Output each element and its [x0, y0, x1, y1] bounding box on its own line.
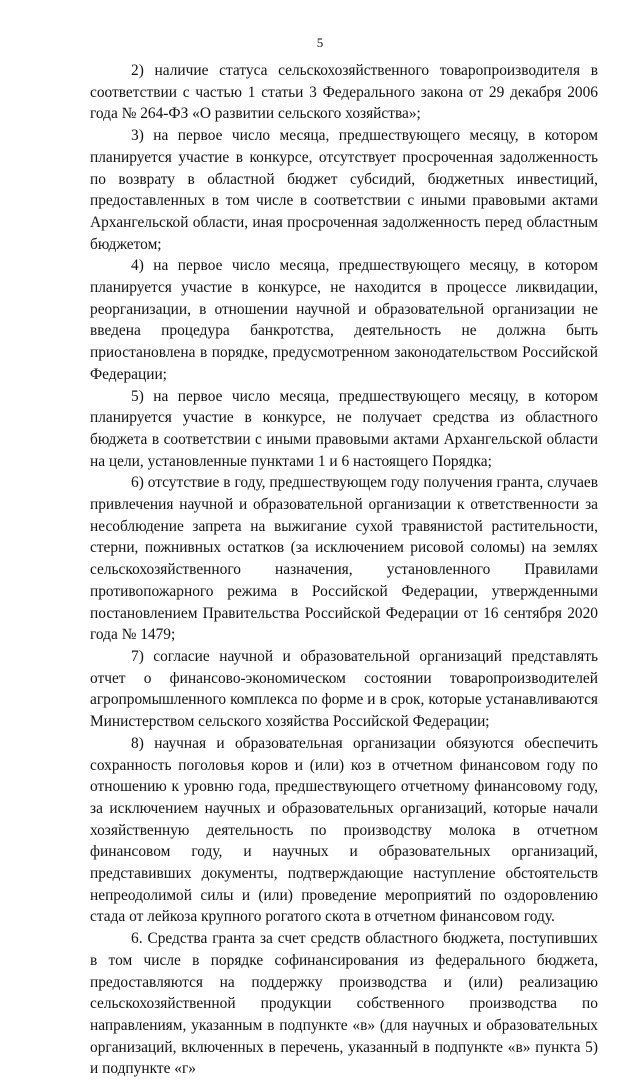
- section-6-paragraph: 6. Средства гранта за счет средств областного бюджета, поступивших в том числе в порядке софинансирования из федерального бюджета, предоставляются на поддержку производства и (или) реализацию сельскохозяйственной продукции собственного производства по направлениям, указанным в подпункте «в» (для научных и образовательных организаций, включенных в перечень, указанный в подпункте «в» пункта 5) и подпункте «г»: [90, 930, 598, 1078]
- list-item-5: 5) на первое число месяца, предшествующего месяцу, в котором планируется участие в конкурсе, не получает средства из областного бюджета в соответствии с иными правовыми актами Архангельской области на цели, установленные пунктами 1 и 6 настоящего Порядка;: [90, 387, 598, 470]
- list-item-2: 2) наличие статуса сельскохозяйственного товаропроизводителя в соответствии с частью 1 статьи 3 Федерального закона от 29 декабря 2006 года № 264-ФЗ «О развитии сельского хозяйства»;: [90, 62, 598, 123]
- list-item-4: 4) на первое число месяца, предшествующего месяцу, в котором планируется участие в конкурсе, не находится в процессе ликвидации, реорганизации, в отношении научной и образовательной организации не введена процедура банкротства, деятельность не должна быть приостановлена в порядке, предусмотренном законодательством Российской Федерации;: [90, 257, 598, 383]
- list-item-3: 3) на первое число месяца, предшествующего месяцу, в котором планируется участие в конкурсе, отсутствует просроченная задолженность по возврату в областной бюджет субсидий, бюджетных инвестиций, предоставленных в том числе в соответствии с иными правовыми актами Архангельской области, иная просроченная задолженность перед областным бюджетом;: [90, 127, 598, 253]
- document-body: [90, 60, 598, 1080]
- list-item-6: 6) отсутствие в году, предшествующем году получения гранта, случаев привлечения научной и образовательной организации к ответственности за несоблюдение запрета на выжигание сухой травянистой растительности, стерни, пожнивных остатков (за исключением рисовой соломы) на землях сельскохозяйственного назначения, установленного Правилами противопожарного режима в Российской Федерации, утвержденными постановлением Правительства Российской Федерации от 16 сентября 2020 года № 1479;: [90, 474, 598, 644]
- list-item-8: 8) научная и образовательная организации обязуются обеспечить сохранность поголовья коров и (или) коз в отчетном финансовом году по отношению к уровню года, предшествующего отчетному финансовому году, за исключением научных и образовательных организаций, которые начали хозяйственную деятельность по производству молока в отчетном финансовом году, и научных и образовательных организаций, представивших документы, подтверждающие наступление обстоятельств непреодолимой силы и (или) проведение мероприятий по оздоровлению стада от лейкоза крупного рогатого скота в отчетном финансовом году.: [90, 734, 598, 926]
- list-item-7: 7) согласие научной и образовательной организаций представлять отчет о финансово-экономическом состоянии товаропроизводителей агропромышленного комплекса по форме и в срок, которые устанавливаются Министерством сельского хозяйства Российской Федерации;: [90, 647, 598, 731]
- page-number: 5: [316, 35, 324, 50]
